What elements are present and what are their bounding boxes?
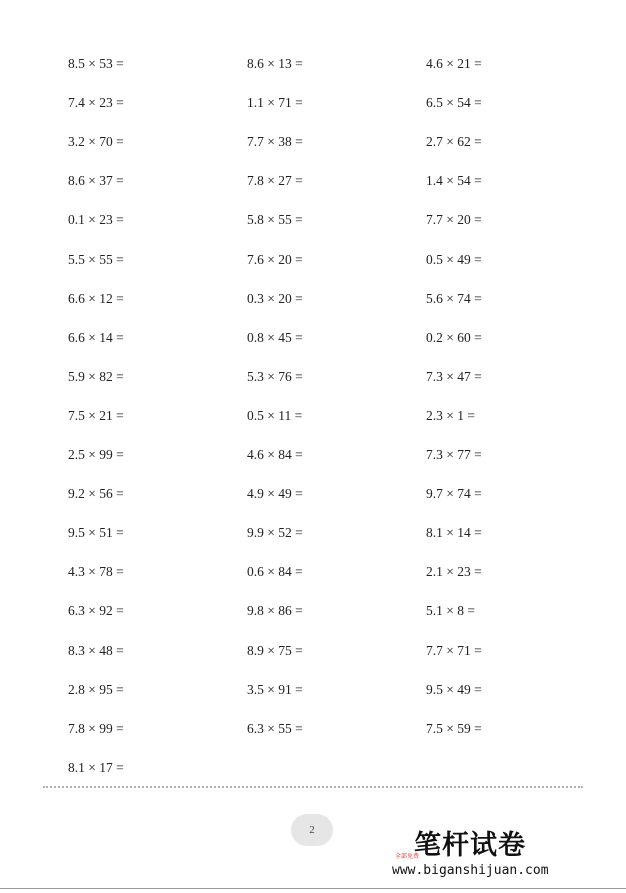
problem-item: 1.4 × 54 = bbox=[426, 173, 482, 188]
problem-item: 4.9 × 49 = bbox=[247, 486, 303, 501]
problem-item: 4.6 × 21 = bbox=[426, 56, 482, 71]
page-number: 2 bbox=[309, 824, 315, 836]
problem-item: 1.1 × 71 = bbox=[247, 95, 303, 110]
problem-item: 5.5 × 55 = bbox=[68, 252, 124, 267]
problem-item: 6.3 × 92 = bbox=[68, 603, 124, 618]
brand-name: 笔杆试卷 bbox=[414, 830, 526, 861]
problem-item: 5.3 × 76 = bbox=[247, 369, 303, 384]
problem-item: 7.7 × 38 = bbox=[247, 134, 303, 149]
problem-item: 0.6 × 84 = bbox=[247, 564, 303, 579]
problem-item: 9.9 × 52 = bbox=[247, 525, 303, 540]
problem-item: 9.5 × 49 = bbox=[426, 682, 482, 697]
problem-item: 2.7 × 62 = bbox=[426, 134, 482, 149]
problem-item: 4.6 × 84 = bbox=[247, 447, 303, 462]
problem-item: 5.9 × 82 = bbox=[68, 369, 124, 384]
problem-item: 2.5 × 99 = bbox=[68, 447, 124, 462]
problem-item: 7.6 × 20 = bbox=[247, 252, 303, 267]
problem-item: 2.8 × 95 = bbox=[68, 682, 124, 697]
problem-item: 2.3 × 1 = bbox=[426, 408, 475, 423]
problem-item: 0.5 × 49 = bbox=[426, 252, 482, 267]
problem-item: 5.6 × 74 = bbox=[426, 291, 482, 306]
brand-logo bbox=[392, 830, 552, 884]
problem-item: 7.4 × 23 = bbox=[68, 95, 124, 110]
problem-item: 4.3 × 78 = bbox=[68, 564, 124, 579]
problem-item: 6.6 × 12 = bbox=[68, 291, 124, 306]
page-number-badge bbox=[291, 814, 333, 846]
bottom-rule bbox=[0, 888, 626, 889]
brand-tag: 全部免费 bbox=[395, 853, 420, 860]
problem-item: 8.6 × 37 = bbox=[68, 173, 124, 188]
problem-item: 9.2 × 56 = bbox=[68, 486, 124, 501]
problem-item: 0.2 × 60 = bbox=[426, 330, 482, 345]
problem-item: 3.2 × 70 = bbox=[68, 134, 124, 149]
problem-item: 0.8 × 45 = bbox=[247, 330, 303, 345]
problem-item: 7.7 × 71 = bbox=[426, 643, 482, 658]
problem-item: 7.7 × 20 = bbox=[426, 212, 482, 227]
problem-item: 6.6 × 14 = bbox=[68, 330, 124, 345]
problem-item: 6.3 × 55 = bbox=[247, 721, 303, 736]
problem-item: 8.6 × 13 = bbox=[247, 56, 303, 71]
problem-item: 7.3 × 47 = bbox=[426, 369, 482, 384]
problem-item: 2.1 × 23 = bbox=[426, 564, 482, 579]
problem-item: 8.3 × 48 = bbox=[68, 643, 124, 658]
problem-item: 9.8 × 86 = bbox=[247, 603, 303, 618]
problem-item: 7.8 × 27 = bbox=[247, 173, 303, 188]
problem-item: 9.5 × 51 = bbox=[68, 525, 124, 540]
problem-item: 7.8 × 99 = bbox=[68, 721, 124, 736]
problem-item: 6.5 × 54 = bbox=[426, 95, 482, 110]
problem-item: 7.5 × 59 = bbox=[426, 721, 482, 736]
problem-item: 0.5 × 11 = bbox=[247, 408, 303, 423]
dotted-divider bbox=[43, 786, 583, 788]
problem-item: 5.1 × 8 = bbox=[426, 603, 475, 618]
problem-item: 0.1 × 23 = bbox=[68, 212, 124, 227]
brand-url: www.biganshijuan.com bbox=[392, 863, 549, 878]
problem-item: 9.7 × 74 = bbox=[426, 486, 482, 501]
problem-item: 8.5 × 53 = bbox=[68, 56, 124, 71]
problem-item: 8.1 × 17 = bbox=[68, 760, 124, 775]
problem-item: 3.5 × 91 = bbox=[247, 682, 303, 697]
problem-item: 8.9 × 75 = bbox=[247, 643, 303, 658]
problem-item: 7.5 × 21 = bbox=[68, 408, 124, 423]
problem-item: 7.3 × 77 = bbox=[426, 447, 482, 462]
problem-item: 8.1 × 14 = bbox=[426, 525, 482, 540]
problem-item: 5.8 × 55 = bbox=[247, 212, 303, 227]
problem-item: 0.3 × 20 = bbox=[247, 291, 303, 306]
